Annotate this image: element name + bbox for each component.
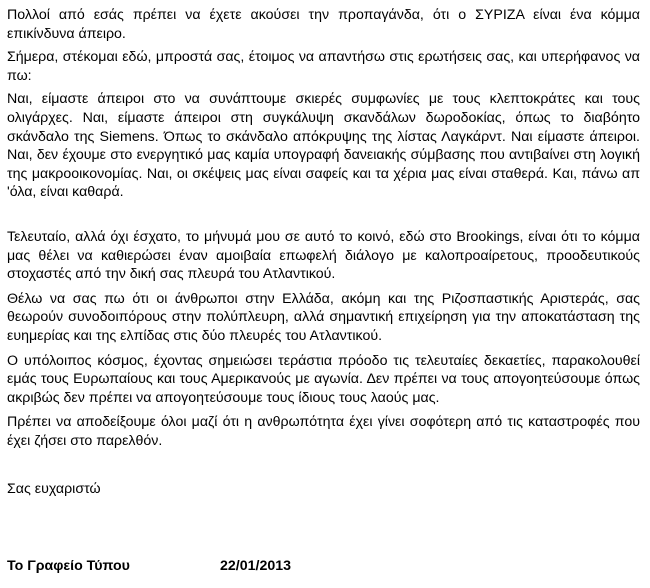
paragraph-standing-here: Σήμερα, στέκομαι εδώ, μπροστά σας, έτοιμος να απαντήσω στις ερωτήσεις σας, και υπερήφανος να πω: — [7, 49, 640, 84]
paragraph-greece-people: Θέλω να σας πω ότι οι άνθρωποι στην Ελλάδα, ακόμη και της Ριζοσπαστικής Αριστεράς, σας θεωρούν συνοδοιπόρους στην πολύπλευρη, αλλά σημαντική επιχείρηση για την αποκατάσταση της ευημερίας και της ελπίδας στις δύο πλευρές του Ατλαντικού. — [7, 290, 640, 344]
press-date: 22/01/2013 — [220, 558, 292, 574]
paragraph-inexperienced: Ναι, είμαστε άπειροι στο να συνάπτουμε σκιερές συμφωνίες με τους κλεπτοκράτες και τους ολιγάρχες. Ναι, είμαστε άπειροι στη συγκάλυψη σκανδάλων δωροδοκίας, όπως το διαβόητο σκάνδαλο της Siemens. Όπως το σκάνδαλο απόκρυψης της λίστας Λαγκάρντ. Ναι είμαστε άπειροι. Ναι, δεν έχουμε στο ενεργητικό μας καμία υπογραφή δανειακής σύμβασης που αντιβαίνει στη λογική της μακροοικονομίας. Ναι, οι σκέψεις μας είναι σαφείς και τα χέρια μας είναι σταθερά. Και, πάνω απ 'όλα, είναι καθαρά. — [7, 91, 640, 201]
paragraph-rest-of-world: Ο υπόλοιπος κόσμος, έχοντας σημειώσει τεράστια πρόοδο τις τελευταίες δεκαετίες, παρακολουθεί εμάς τους Ευρωπαίους και τους Αμερικανούς με αγωνία. Δεν πρέπει να τους απογοητεύσουμε όπως ακριβώς δεν πρέπει να απογοητεύσουμε τους ίδιους τους λαούς μας. — [7, 352, 640, 406]
press-footer — [7, 557, 291, 575]
paragraph-humanity: Πρέπει να αποδείξουμε όλοι μαζί ότι η ανθρωπότητα έχει γίνει σοφότερη από τις καταστροφές που έχει ζήσει στο παρελθόν. — [7, 414, 640, 449]
paragraph-brookings: Τελευταίο, αλλά όχι έσχατο, το μήνυμά μου σε αυτό το κοινό, εδώ στο Brookings, είναι ότι το κόμμα μας θέλει να καθιερώσει έναν αμοιβαία επωφελή διάλογο με καλοπροαίρετους, προοδευτικούς στοχαστές από την δική σας πλευρά του Ατλαντικού. — [7, 228, 640, 283]
closing-thanks: Σας ευχαριστώ — [7, 481, 101, 498]
press-office-label: Το Γραφείο Τύπου — [7, 558, 130, 574]
paragraph-propaganda: Πολλοί από εσάς πρέπει να έχετε ακούσει την προπαγάνδα, ότι ο ΣΥΡΙΖΑ είναι ένα κόμμα επικίνδυνα άπειρο. — [7, 7, 640, 42]
